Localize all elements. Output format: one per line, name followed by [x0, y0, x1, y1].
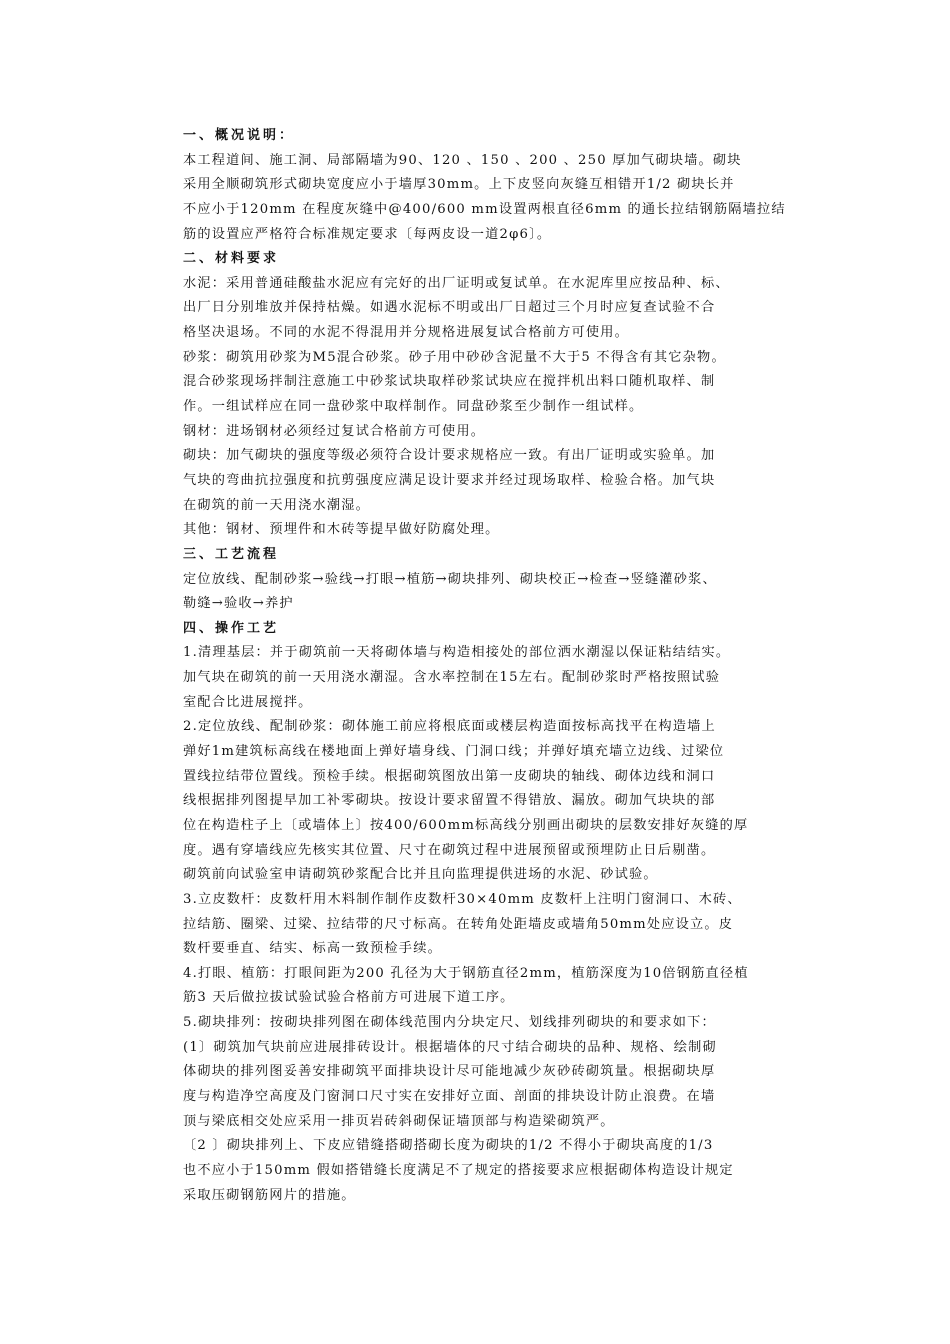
section-heading-overview: 一、概况说明：: [183, 128, 296, 143]
text-line: 采用全顺砌筑形式砌块宽度应小于墙厚30mm。上下皮竖向灰缝互相错开1/2 砌块长并: [183, 177, 735, 193]
text-line: (1〕砌筑加气块前应进展排砖设计。根据墙体的尺寸结合砌块的品种、规格、绘制砌: [183, 1039, 717, 1055]
text-line: 格坚决退场。不同的水泥不得混用并分规格进展复试合格前方可使用。: [183, 325, 630, 341]
text-line: 砂浆：砌筑用砂浆为M5混合砂浆。砂子用中砂砂含泥量不大于5 不得含有其它杂物。: [183, 349, 726, 365]
text-line: 4.打眼、植筋：打眼间距为200 孔径为大于钢筋直径2mm，植筋深度为10倍钢筋直径植: [183, 965, 749, 981]
text-line: 数杆要垂直、结实、标高一致预检手续。: [183, 941, 442, 957]
text-line: 定位放线、配制砂浆→验线→打眼→植筋→砌块排列、砌块校正→检查→竖缝灌砂浆、: [183, 571, 717, 587]
text-line: 筋3 天后做拉拔试验试验合格前方可进展下道工序。: [183, 990, 515, 1006]
text-line: 置线拉结带位置线。预检手续。根据砌筑图放出第一皮砌块的轴线、砌体边线和洞口: [183, 768, 716, 784]
text-line: 在砌筑的前一天用浇水潮湿。: [183, 497, 371, 513]
text-line: 筋的设置应严格符合标准规定要求〔每两皮设一道2φ6〕。: [183, 226, 552, 242]
text-line: 位在构造柱子上〔或墙体上〕按400/600mm标高线分别画出砌块的层数安排好灰缝的厚: [183, 817, 749, 833]
text-line: 度与构造净空高度及门窗洞口尺寸实在安排好立面、剖面的排块设计防止浪费。在墙: [183, 1088, 716, 1104]
text-line: 2.定位放线、配制砂浆：砌体施工前应将根底面或楼层构造面按标高找平在构造墙上: [183, 719, 716, 735]
text-line: 水泥：采用普通硅酸盐水泥应有完好的出厂证明或复试单。在水泥库里应按品种、标、: [183, 275, 730, 291]
text-line: 砌筑前向试验室申请砌筑砂浆配合比并且向监理提供进场的水泥、砂试验。: [183, 867, 658, 883]
text-line: 混合砂浆现场拌制注意施工中砂浆试块取样砂浆试块应在搅拌机出料口随机取样、制: [183, 374, 716, 390]
text-line: 钢材：进场钢材必须经过复试合格前方可使用。: [183, 423, 486, 439]
text-line: 3.立皮数杆：皮数杆用木料制作制作皮数杆30×40mm 皮数杆上注明门窗洞口、木砖、: [183, 891, 742, 907]
text-line: 〔2 〕砌块排列上、下皮应错缝搭砌搭砌长度为砌块的1/2 不得小于砌块高度的1/3: [183, 1138, 714, 1154]
section-heading-materials: 二、材料要求: [183, 251, 280, 267]
text-line: 室配合比进展搅拌。: [183, 694, 313, 710]
text-line: 砌块：加气砌块的强度等级必须符合设计要求规格应一致。有出厂证明或实验单。加: [183, 448, 716, 464]
text-line: 加气块在砌筑的前一天用浇水潮湿。含水率控制在15左右。配制砂浆时严格按照试验: [183, 670, 721, 686]
text-line: 其他：钢材、预埋件和木砖等提早做好防腐处理。: [183, 522, 500, 538]
text-line: 拉结筋、圈梁、过梁、拉结带的尺寸标高。在转角处距墙皮或墙角50mm处应设立。皮: [183, 916, 734, 932]
text-line: 气块的弯曲抗拉强度和抗剪强度应满足设计要求并经过现场取样、检验合格。加气块: [183, 472, 716, 488]
text-line: 勒缝→验收→养护: [183, 596, 294, 612]
text-line: 弹好1m建筑标高线在楼地面上弹好墙身线、门洞口线；并弹好填充墙立边线、过梁位: [183, 744, 725, 760]
text-line: 也不应小于150mm 假如搭错缝长度满足不了规定的搭接要求应根据砌体构造设计规定: [183, 1162, 734, 1178]
text-line: 本工程道间、施工洞、局部隔墙为90、120 、150 、200 、250 厚加气砌块墙。砌块: [183, 152, 742, 168]
text-line: 5.砌块排列：按砌块排列图在砌体线范围内分块定尺、划线排列砌块的和要求如下：: [183, 1015, 716, 1031]
text-line: 度。遇有穿墙线应先核实其位置、尺寸在砌筑过程中进展预留或预埋防止日后剔凿。: [183, 842, 716, 858]
text-line: 不应小于120mm 在程度灰缝中@400/600 mm设置两根直径6mm 的通长拉结钢筋隔墙拉结: [183, 201, 786, 217]
text-line: 1.清理基层：并于砌筑前一天将砌体墙与构造相接处的部位洒水潮湿以保证粘结结实。: [183, 645, 731, 661]
text-line: 体砌块的排列图妥善安排砌筑平面排块设计尽可能地减少灰砂砖砌筑量。根据砌块厚: [183, 1064, 716, 1080]
section-heading-operation: 四、操作工艺: [183, 620, 280, 636]
text-line: 线根据排列图提早加工补零砌块。按设计要求留置不得错放、漏放。砌加气块块的部: [183, 793, 716, 809]
document-body: [183, 124, 808, 1208]
text-line: 作。一组试样应在同一盘砂浆中取样制作。同盘砂浆至少制作一组试样。: [183, 399, 644, 415]
text-line: 出厂日分别堆放并保持枯燥。如遇水泥标不明或出厂日超过三个月时应复查试验不合: [183, 300, 716, 316]
text-line: 采取压砌钢筋网片的措施。: [183, 1187, 356, 1203]
text-line: 顶与梁底相交处应采用一排页岩砖斜砌保证墙顶部与构造梁砌筑严。: [183, 1113, 615, 1129]
section-heading-process: 三、工艺流程: [183, 546, 280, 562]
